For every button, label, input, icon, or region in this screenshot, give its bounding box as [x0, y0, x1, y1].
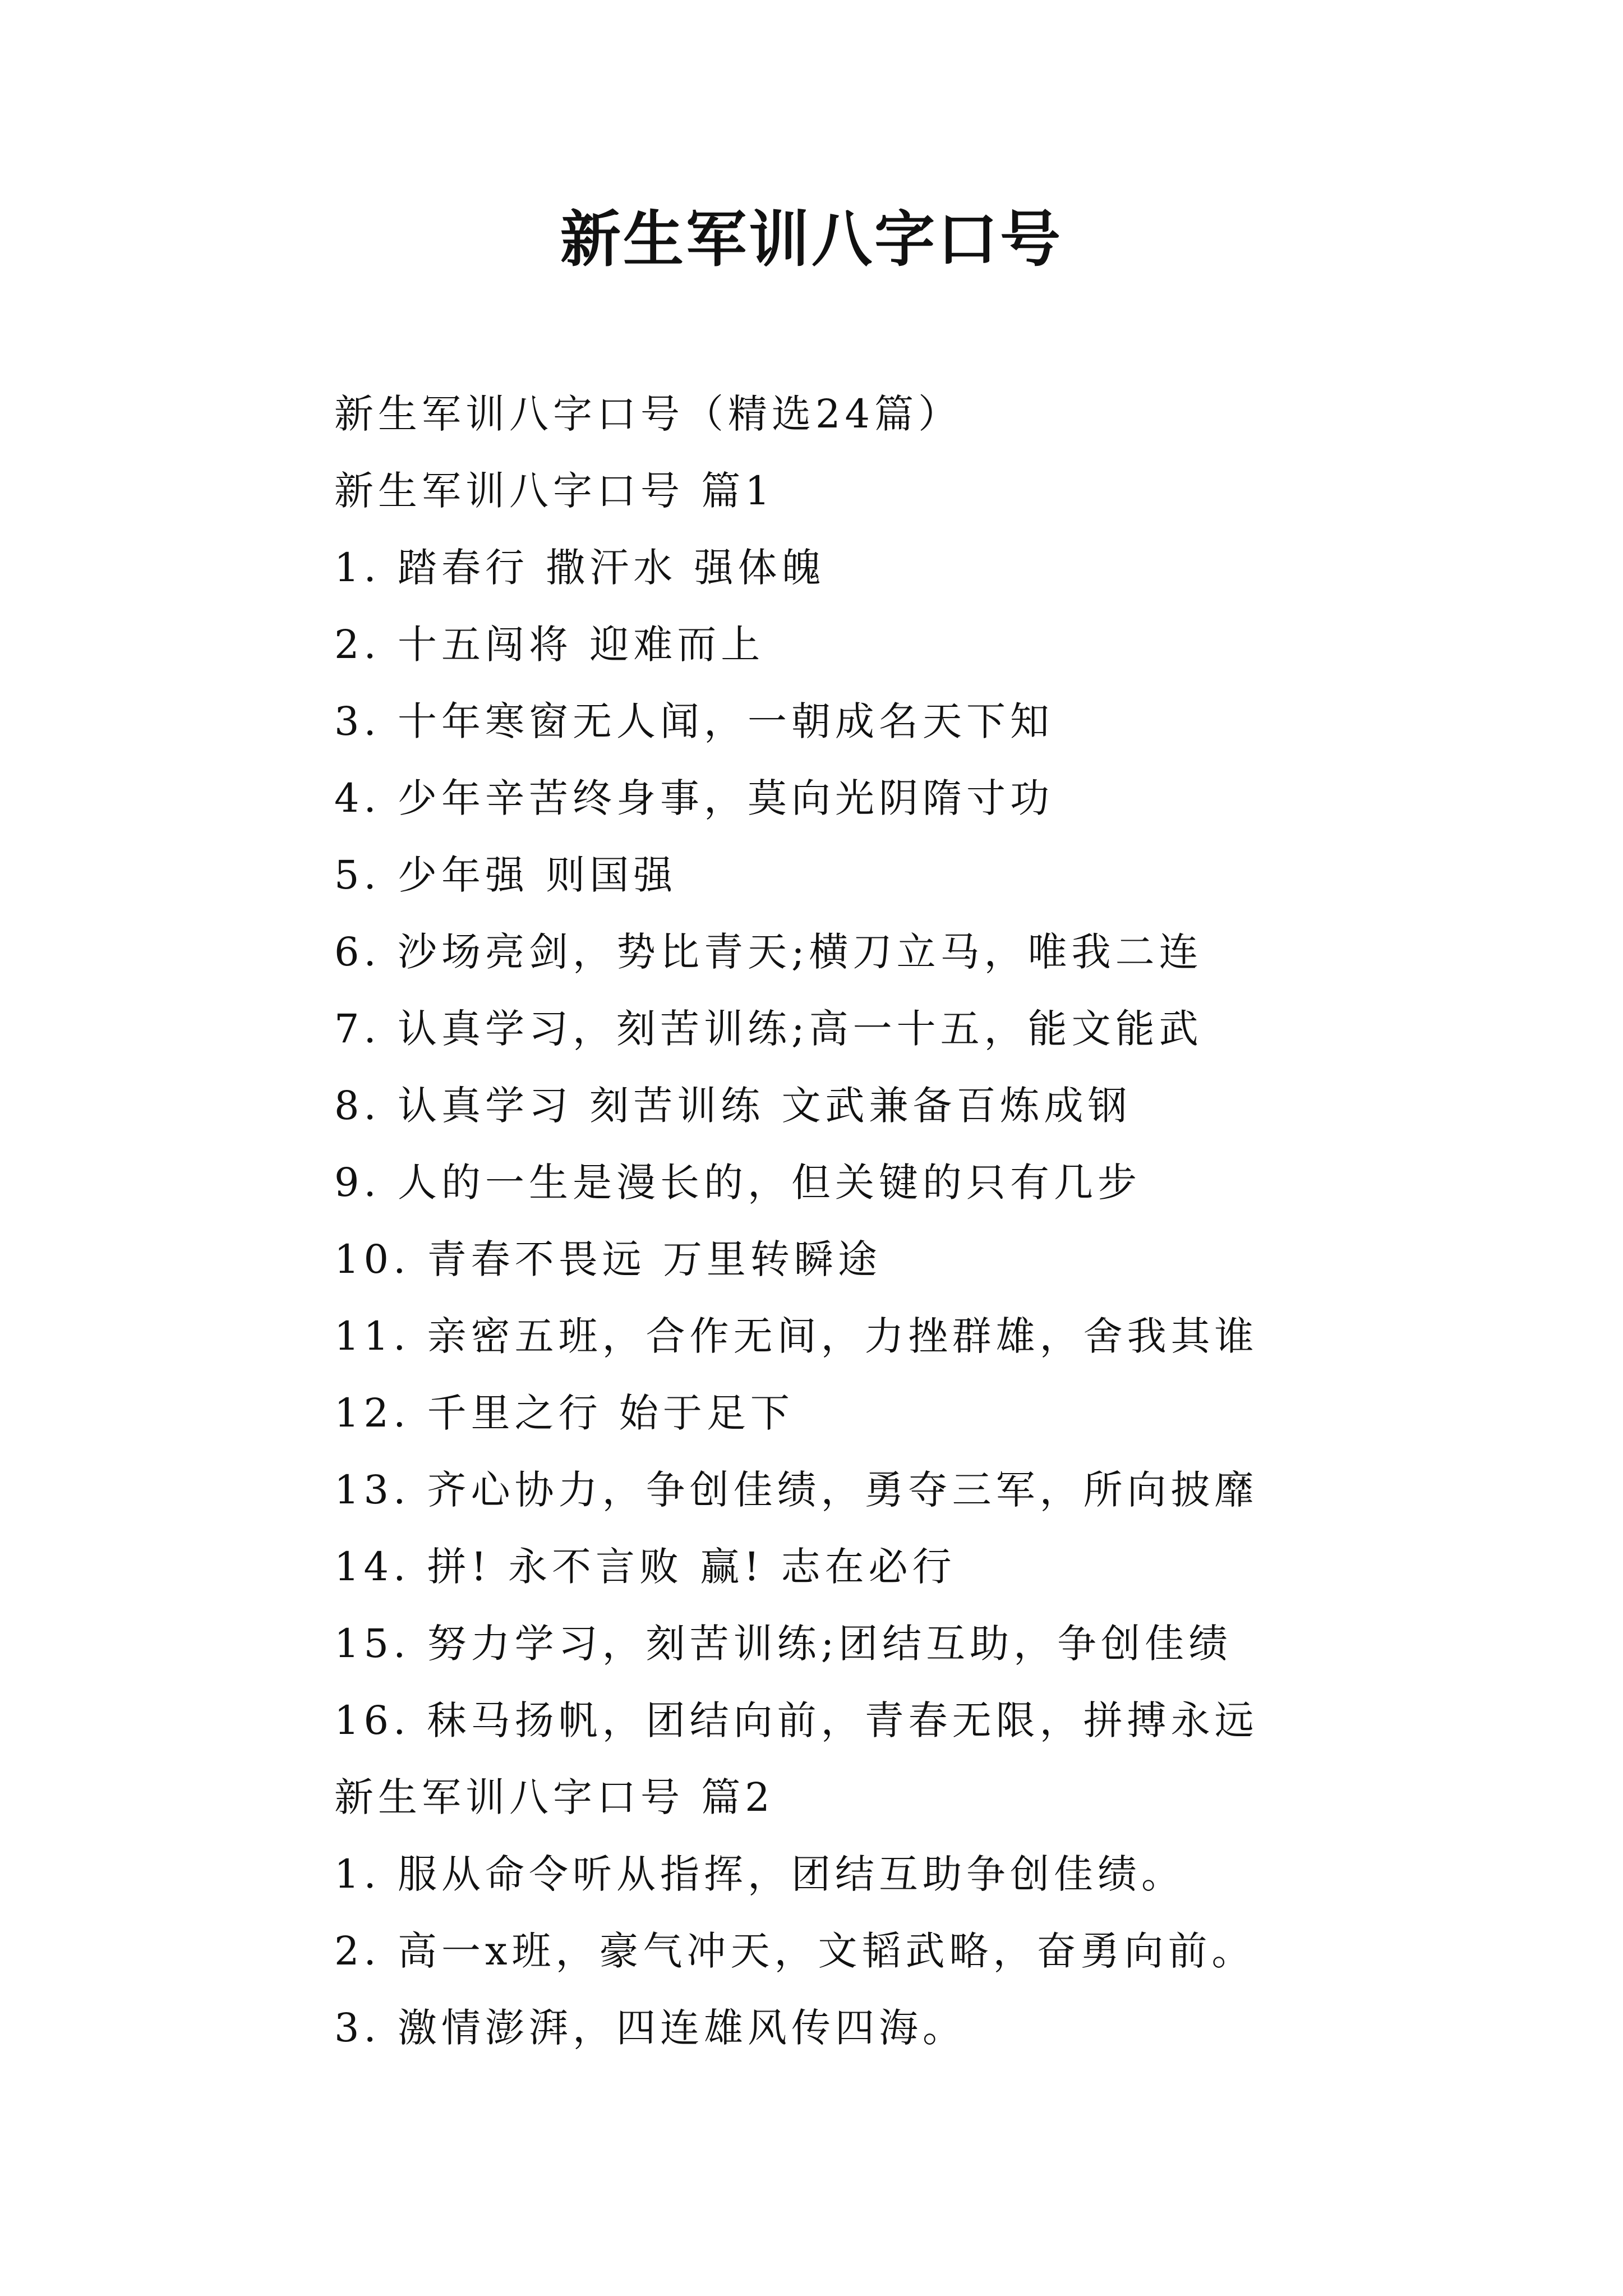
slogan-line: 10. 青春不畏远 万里转瞬途 [334, 1236, 882, 1282]
section-heading: 新生军训八字口号 篇1 [334, 468, 774, 514]
section-heading: 新生军训八字口号 篇2 [334, 1774, 774, 1820]
slogan-line: 1. 踏春行 撒汗水 强体魄 [334, 545, 826, 591]
slogan-line: 16. 秣马扬帆，团结向前，青春无限，拼搏永远 [334, 1697, 1258, 1743]
slogan-line: 11. 亲密五班，合作无间，力挫群雄，舍我其谁 [334, 1313, 1258, 1359]
slogan-line: 1. 服从命令听从指挥，团结互助争创佳绩。 [334, 1851, 1186, 1897]
slogan-line: 7. 认真学习，刻苦训练;高一十五，能文能武 [334, 1006, 1203, 1052]
slogan-line: 9. 人的一生是漫长的，但关键的只有几步 [334, 1159, 1142, 1205]
slogan-line: 3. 激情澎湃，四连雄风传四海。 [334, 2005, 967, 2051]
slogan-line: 5. 少年强 则国强 [334, 852, 677, 898]
document-body [334, 376, 1568, 2067]
slogan-line: 2. 十五闯将 迎难而上 [334, 622, 765, 668]
slogan-line: 4. 少年辛苦终身事，莫向光阴隋寸功 [334, 775, 1054, 821]
slogan-line: 12. 千里之行 始于足下 [334, 1390, 794, 1436]
slogan-line: 13. 齐心协力，争创佳绩，勇夺三军，所向披靡 [334, 1467, 1258, 1513]
slogan-line: 8. 认真学习 刻苦训练 文武兼备百炼成钢 [334, 1083, 1132, 1129]
slogan-line: 6. 沙场亮剑，势比青天;横刀立马，唯我二连 [334, 929, 1203, 975]
slogan-line: 14. 拼! 永不言败 赢! 志在必行 [334, 1544, 956, 1590]
slogan-line: 15. 努力学习，刻苦训练;团结互助，争创佳绩 [334, 1621, 1233, 1667]
document-title: 新生军训八字口号 [560, 204, 1063, 275]
slogan-line: 3. 十年寒窗无人闻，一朝成名天下知 [334, 698, 1054, 744]
subtitle-line: 新生军训八字口号（精选24篇） [334, 391, 962, 437]
slogan-line: 2. 高一x班，豪气冲天，文韬武略，奋勇向前。 [334, 1928, 1256, 1974]
